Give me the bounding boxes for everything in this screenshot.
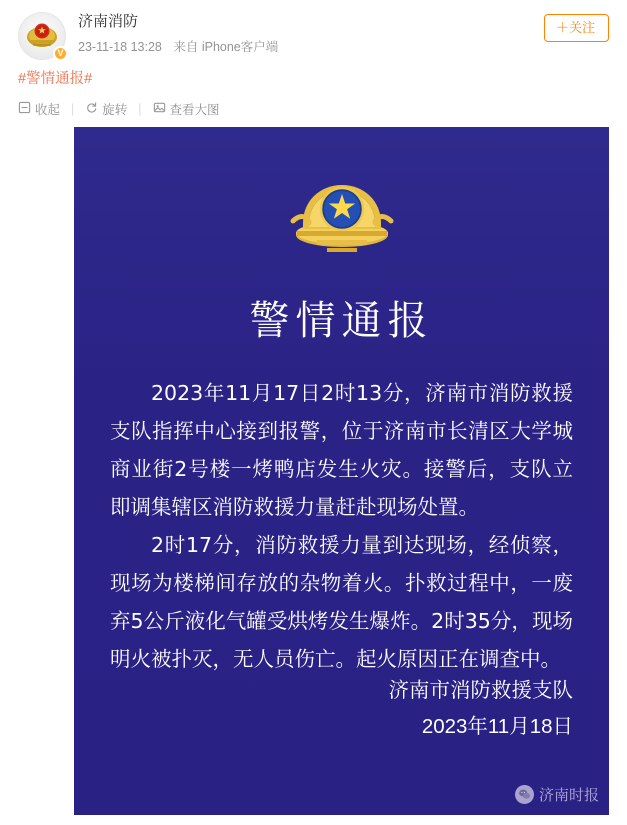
notice-body (110, 374, 573, 678)
avatar[interactable] (18, 12, 66, 60)
post-image[interactable] (74, 127, 609, 815)
view-large-image-label: 查看大图 (169, 103, 220, 117)
image-action-row (0, 90, 627, 127)
topic-link[interactable]: #警情通报# (18, 71, 93, 87)
signature-date: 2023年11月18日 (421, 715, 573, 738)
notice-paragraph-2: 2时17分，消防救援力量到达现场，经侦察，现场为楼梯间存放的杂物着火。扑救过程中，一废弃5公斤液化气罐受烘烤发生爆炸。2时35分，现场明火被扑灭，无人员伤亡。起火原因正在调查中。 (110, 533, 573, 671)
collapse-action[interactable] (18, 100, 60, 118)
watermark (515, 784, 599, 805)
follow-button[interactable]: ＋关注 (544, 14, 609, 42)
collapse-label: 收起 (35, 103, 61, 117)
notice-paragraph-1: 2023年11月17日2时13分，济南市消防救援支队指挥中心接到报警，位于济南市长清区大学城商业街2号楼一烤鸭店发生火灾。接警后，支队立即调集辖区消防救援力量赶赴现场处置。 (110, 381, 573, 519)
action-separator-2: | (138, 102, 142, 116)
police-emblem-icon (287, 161, 397, 265)
post-source[interactable]: 来自 iPhone客户端 (173, 40, 279, 54)
author-name[interactable]: 济南消防 (78, 13, 139, 30)
notice-signature (389, 673, 574, 745)
notice-title: 警情通报 (249, 298, 434, 344)
image-icon (153, 101, 166, 117)
rotate-icon (85, 101, 98, 117)
watermark-label: 济南时报 (538, 787, 599, 804)
signature-org: 济南市消防救援支队 (388, 679, 573, 702)
wechat-icon (515, 785, 534, 804)
view-large-image-action[interactable] (153, 100, 220, 118)
rotate-label: 旋转 (102, 103, 128, 117)
post-header (0, 0, 627, 60)
action-separator: | (71, 102, 75, 116)
collapse-icon (18, 101, 31, 117)
rotate-action[interactable] (85, 100, 127, 118)
post-header-text (78, 12, 609, 56)
post-meta (78, 39, 609, 56)
verified-badge-icon: V (53, 46, 68, 61)
notice-poster (74, 127, 609, 815)
post-timestamp: 23-11-18 13:28 (78, 40, 162, 54)
